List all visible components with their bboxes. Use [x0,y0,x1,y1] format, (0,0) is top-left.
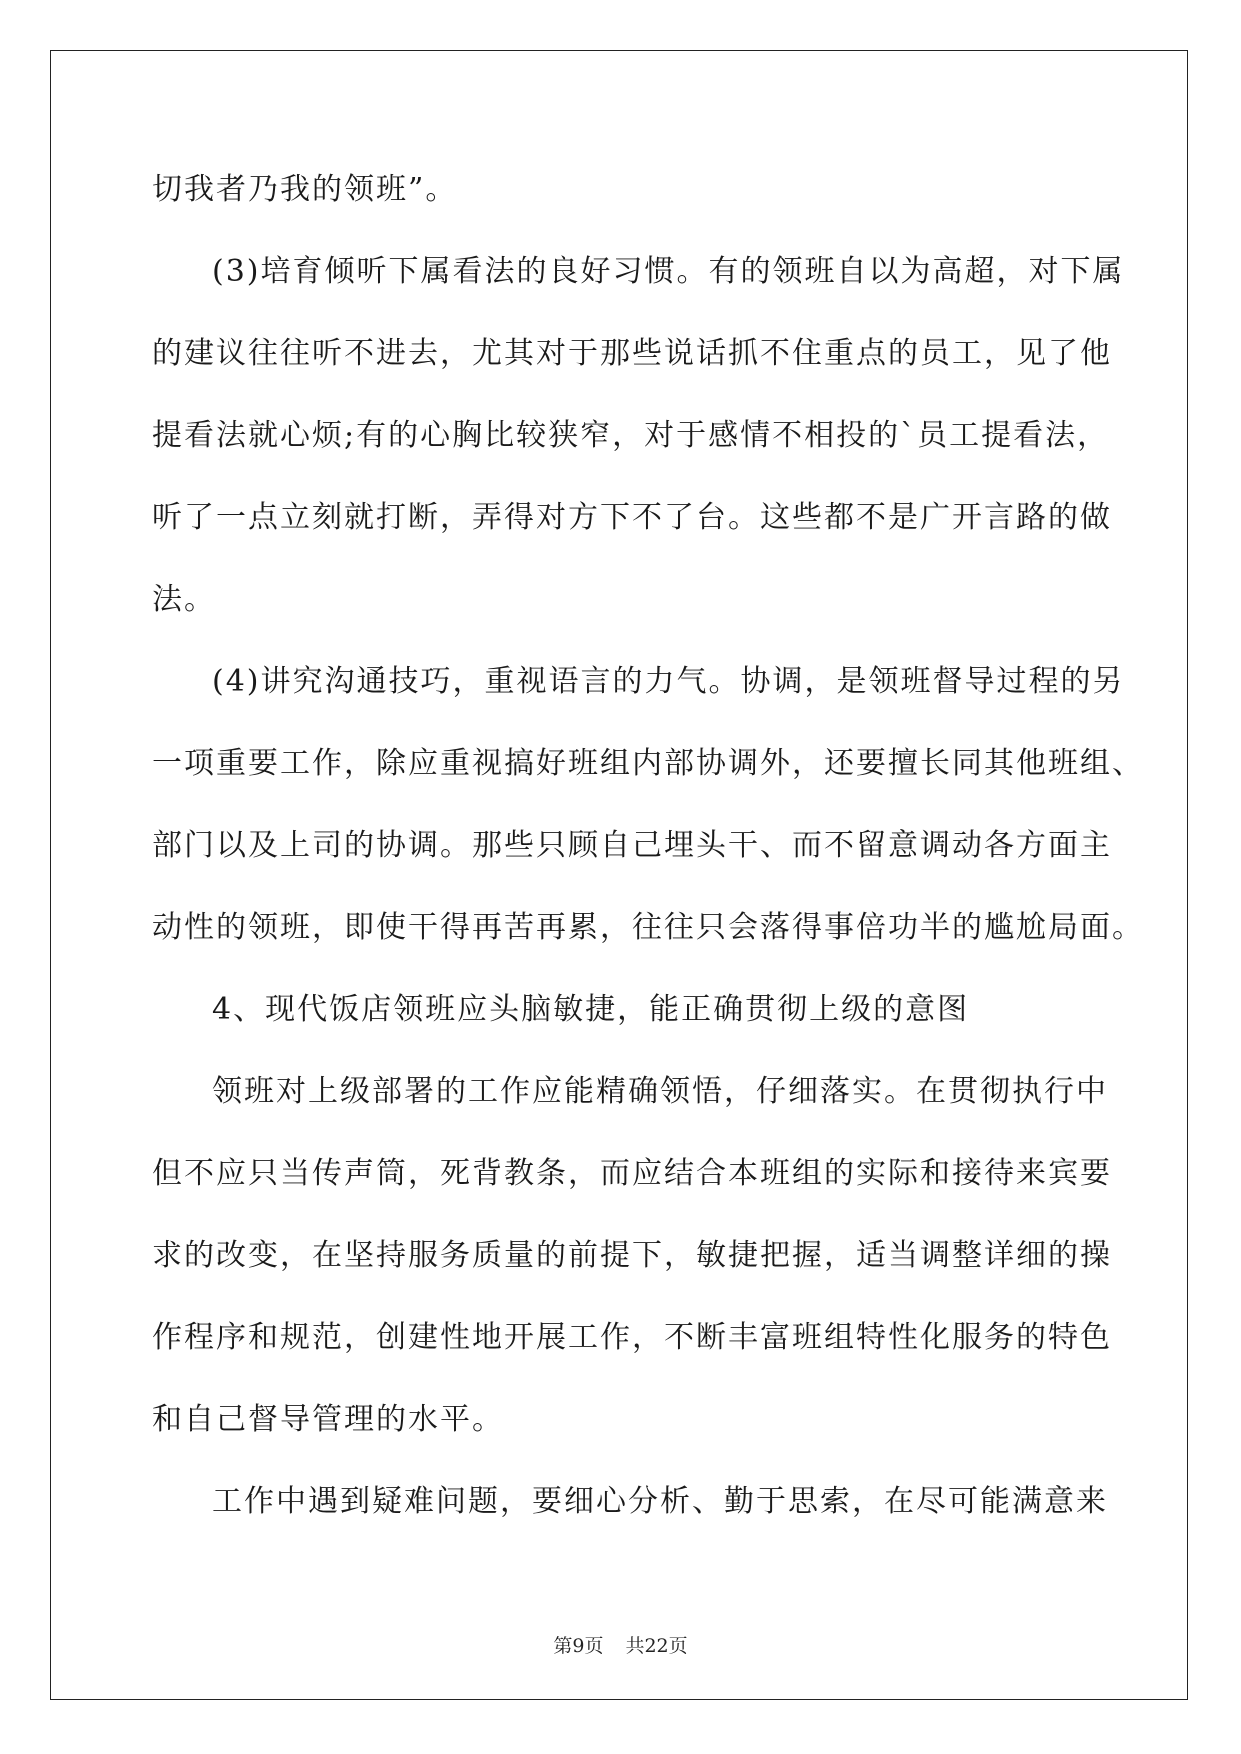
text-line: 求的改变，在坚持服务质量的前提下，敏捷把握，适当调整详细的操 [152,1238,1112,1273]
page-number: 第9页 [553,1635,604,1657]
section-heading: 4、现代饭店领班应头脑敏捷，能正确贯彻上级的意图 [212,992,970,1027]
text-line: 作程序和规范，创建性地开展工作，不断丰富班组特性化服务的特色 [152,1320,1112,1355]
text-line: 部门以及上司的协调。那些只顾自己埋头干、而不留意调动各方面主 [152,828,1112,863]
page-footer [0,1634,1241,1658]
paragraph-4-line: (4)讲究沟通技巧，重视语言的力气。协调，是领班督导过程的另 [212,664,1125,699]
text-line: 一项重要工作，除应重视搞好班组内部协调外，还要擅长同其他班组、 [152,746,1144,781]
text-line: 的建议往往听不进去，尤其对于那些说话抓不住重点的员工，见了他 [152,336,1112,371]
text-line: 切我者乃我的领班”。 [152,172,458,207]
page-border [50,50,1188,1700]
text-line: 听了一点立刻就打断，弄得对方下不了台。这些都不是广开言路的做 [152,500,1112,535]
paragraph-line: 工作中遇到疑难问题，要细心分析、勤于思索，在尽可能满意来 [212,1484,1108,1519]
text-line: 和自己督导管理的水平。 [152,1402,504,1437]
text-line: 提看法就心烦;有的心胸比较狭窄，对于感情不相投的`员工提看法， [152,418,1110,453]
text-line: 法。 [152,582,216,617]
text-line: 动性的领班，即使干得再苦再累，往往只会落得事倍功半的尴尬局面。 [152,910,1144,945]
page-total: 共22页 [625,1635,688,1657]
text-line: 但不应只当传声筒，死背教条，而应结合本班组的实际和接待来宾要 [152,1156,1112,1191]
paragraph-3-line: (3)培育倾听下属看法的良好习惯。有的领班自以为高超，对下属 [212,254,1125,289]
paragraph-line: 领班对上级部署的工作应能精确领悟，仔细落实。在贯彻执行中 [212,1074,1108,1109]
